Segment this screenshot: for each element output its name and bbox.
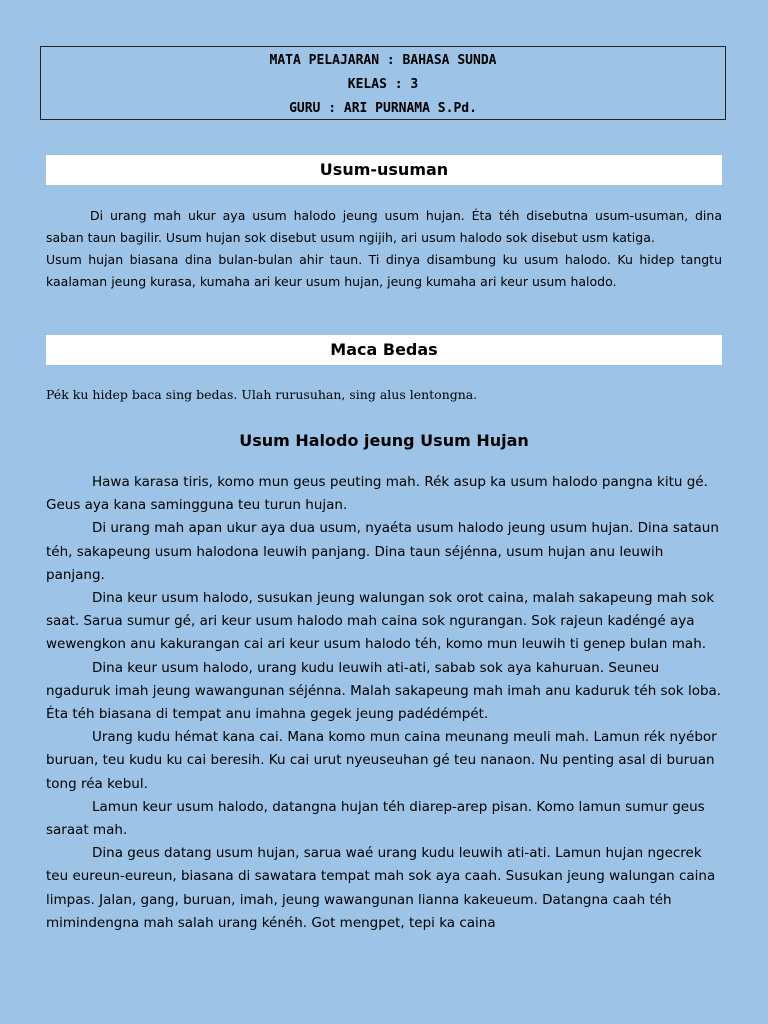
intro-text: [46, 205, 722, 293]
story-paragraph: Dina geus datang usum hujan, sarua waé urang kudu leuwih ati-ati. Lamun hujan ngecrek teu eureun-eureun, biasana di sawatara tempat mah sok aya caah. Susukan jeung walungan caina limpas. Jalan, gang, buruan, imah, jeung wawangunan lianna kakeueum. Datangna caah téh mimindengna mah salah urang kénéh. Got mengpet, tepi ka caina: [46, 845, 716, 931]
story-paragraph: Di urang mah apan ukur aya dua usum, nyaéta usum halodo jeung usum hujan. Dina sataun téh, sakapeung usum halodona leuwih panjang. Dina taun séjénna, usum hujan anu leuwih panjang.: [46, 520, 719, 583]
story-paragraph: Urang kudu hémat kana cai. Mana komo mun caina meunang meuli mah. Lamun rék nyébor buruan, teu kudu ku cai beresih. Ku cai urut nyeuseuhan gé teu nanaon. Nu penting asal di buruan tong réa kebul.: [46, 729, 717, 792]
story-body: [46, 471, 722, 935]
story-paragraph: Dina keur usum halodo, urang kudu leuwih ati-ati, sabab sok aya kahuruan. Seuneu ngaduruk imah jeung wawangunan séjénna. Malah sakapeung mah imah anu kaduruk téh sok loba. Éta téh biasana di tempat anu imahna gegek jeung padédémpét.: [46, 659, 722, 723]
teacher-line: GURU : ARI PURNAMA S.Pd.: [289, 101, 477, 116]
story-paragraph: Hawa karasa tiris, komo mun geus peuting mah. Rék asup ka usum halodo pangna kitu gé. Geus aya kana samingguna teu turun hujan.: [46, 474, 708, 514]
intro-paragraph-2: Usum hujan biasana dina bulan-bulan ahir taun. Ti dinya disambung ku usum halodo. Ku hidep tangtu kaalaman jeung kurasa, kumaha ari keur usum hujan, jeung kumaha ari keur usum halodo.: [46, 252, 722, 289]
story-paragraph: Dina keur usum halodo, susukan jeung walungan sok orot caina, malah sakapeung mah sok saat. Sarua sumur gé, ari keur usum halodo mah caina sok ngurangan. Sok rajeun kadéngé aya wewengkon anu kakurangan cai ari keur usum halodo téh, komo mun leuwih ti genep bulan mah.: [46, 590, 715, 653]
reading-instruction: Pék ku hidep baca sing bedas. Ulah rurusuhan, sing alus lentongna.: [46, 387, 478, 402]
section-title-maca-bedas: Maca Bedas: [46, 335, 722, 365]
intro-paragraph-1: Di urang mah ukur aya usum halodo jeung usum hujan. Éta téh disebutna usum-usuman, dina saban taun bagilir. Usum hujan sok disebut usum ngijih, ari usum halodo sok disebut usm katiga.: [46, 208, 722, 245]
story-paragraph: Lamun keur usum halodo, datangna hujan téh diarep-arep pisan. Komo lamun sumur geus saraat mah.: [46, 798, 705, 839]
section-title-usum-usuman: Usum-usuman: [46, 155, 722, 185]
story-title: Usum Halodo jeung Usum Hujan: [239, 431, 529, 450]
class-line: KELAS : 3: [347, 77, 419, 92]
subject-line: MATA PELAJARAN : BAHASA SUNDA: [269, 53, 497, 68]
header-box: [40, 46, 726, 120]
